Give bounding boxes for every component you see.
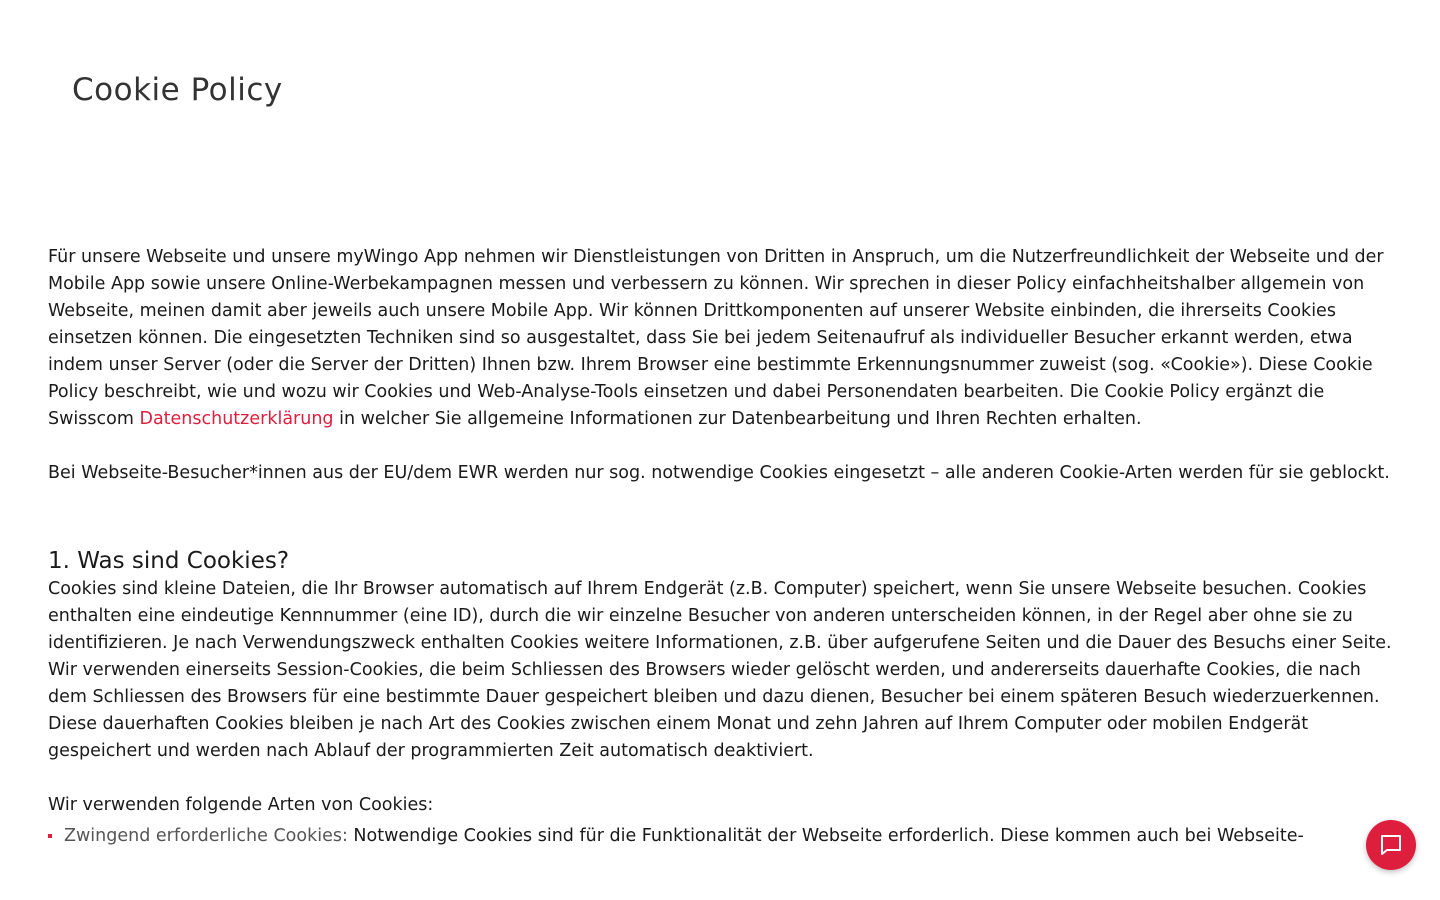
section-body: Cookies sind kleine Dateien, die Ihr Browser automatisch auf Ihrem Endgerät (z.B. Computer) speichert, wenn Sie unsere Webseite besuchen. Cookies enthalten eine eindeutige Kennnummer (eine ID), durch die wir einzelne Besucher von anderen unterscheiden können, in der Regel aber ohne sie zu identifizieren. Je nach Verwendungszweck enthalten Cookies weitere Informationen, z.B. über aufgerufene Seiten und die Dauer des Besuchs einer Seite. Wir verwenden einerseits Session-Cookies, die beim Schliessen des Browsers wieder gelöscht werden, und andererseits dauerhafte Cookies, die nach dem Schliessen des Browsers für eine bestimmte Dauer gespeichert bleiben und dazu dienen, Besucher bei einem späteren Besuch wiederzuerkennen. Diese dauerhaften Cookies bleiben je nach Art des Cookies zwischen einem Monat und zehn Jahren auf Ihrem Computer oder mobilen Endgerät gespeichert und werden nach Ablauf der programmierten Zeit automatisch deaktiviert. [48,579,1392,761]
intro-text-end: in welcher Sie allgemeine Informationen zur Datenbearbeitung und Ihren Rechten erhalten. [333,409,1142,429]
list-item [48,823,1398,850]
policy-content [48,244,1398,850]
cookie-types-intro: Wir verwenden folgende Arten von Cookies: [48,795,434,815]
eu-notice-paragraph: Bei Webseite-Besucher*innen aus der EU/dem EWR werden nur sog. notwendige Cookies eingesetzt – alle anderen Cookie-Arten werden für sie geblockt. [48,463,1390,483]
cookie-type-term: Zwingend erforderliche Cookies: [64,826,348,846]
cookie-type-description: Notwendige Cookies sind für die Funktionalität der Webseite erforderlich. Diese kommen auch bei Webseite- [347,826,1304,846]
bullet-icon [48,834,52,838]
intro-text: Für unsere Webseite und unsere myWingo App nehmen wir Dienstleistungen von Dritten in Anspruch, um die Nutzerfreundlichkeit der Webseite und der Mobile App sowie unsere Online-Werbekampagnen messen und verbessern zu können. Wir sprechen in dieser Policy einfachheitshalber allgemein von Webseite, meinen damit aber jeweils auch unsere Mobile App. Wir können Drittkomponenten auf unserer Website einbinden, die ihrerseits Cookies einsetzen können. Die eingesetzten Techniken sind so ausgestaltet, dass Sie bei jedem Seitenaufruf als individueller Besucher erkannt werden, etwa indem unser Server (oder die Server der Dritten) Ihnen bzw. Ihrem Browser eine bestimmte Erkennungsnummer zuweist (sog. «Cookie»). Diese Cookie Policy beschreibt, wie und wozu wir Cookies und Web-Analyse-Tools einsetzen und dabei Personendaten bearbeiten. Die Cookie Policy ergänzt die Swisscom [48,247,1384,429]
page-title: Cookie Policy [72,72,283,108]
chat-button[interactable] [1366,820,1416,870]
intro-paragraph [48,244,1398,433]
section-heading-what-are-cookies: 1. Was sind Cookies? [48,548,290,574]
cookie-types-list [48,823,1398,850]
chat-bubble-icon [1378,832,1404,858]
privacy-policy-link[interactable]: Datenschutzerklärung [139,409,334,429]
